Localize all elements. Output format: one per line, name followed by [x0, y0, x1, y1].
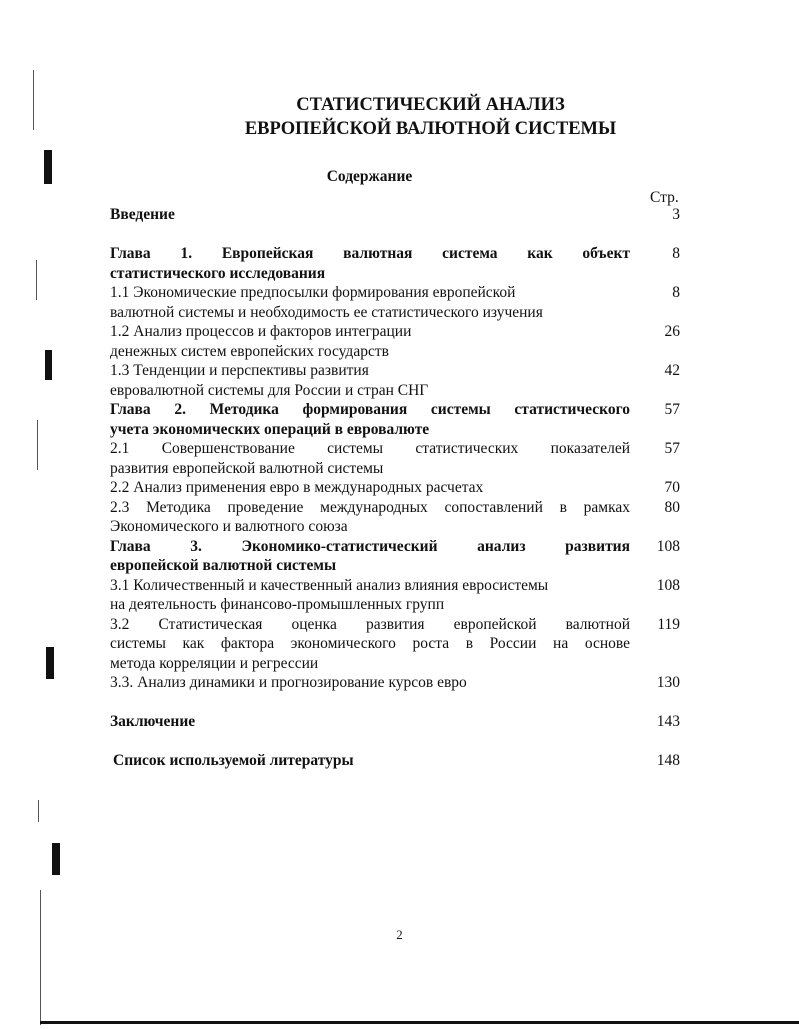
- scan-mark: [46, 647, 54, 679]
- scan-edge-line: [37, 420, 38, 470]
- page-number: 2: [396, 928, 403, 942]
- title-line-1: СТАТИСТИЧЕСКИЙ АНАЛИЗ: [296, 95, 565, 115]
- table-of-contents: [110, 205, 690, 771]
- toc-entry-3-2: 3.2 Статистическая оценка развития европейской валютной системы как фактора экономического роста в России на основе метода корреляции и регрессии 119: [110, 615, 680, 672]
- toc-entry-1-1: 1.1 Экономические предпосылки формирования европейской валютной системы и необходимость ее статистического изучения 8: [110, 284, 680, 321]
- toc-entry-bibliography: Список используемой литературы 148: [113, 752, 680, 769]
- toc-entry-2-1: 2.1 Совершенствование системы статистических показателей развития европейской валютной системы 57: [110, 440, 680, 477]
- scan-mark: [52, 843, 60, 875]
- scan-edge-line: [36, 260, 37, 300]
- toc-entry-conclusion: Заключение 143: [110, 713, 680, 730]
- scan-edge-line: [38, 800, 39, 822]
- toc-entry-chapter-2: Глава 2. Методика формирования системы статистического учета экономических операций в евровалюте 57: [110, 401, 680, 438]
- title-line-2: ЕВРОПЕЙСКОЙ ВАЛЮТНОЙ СИСТЕМЫ: [244, 119, 617, 139]
- toc-entry-chapter-1: Глава 1. Европейская валютная система как объект статистического исследования 8: [110, 245, 680, 282]
- toc-entry-3-3: 3.3. Анализ динамики и прогнозирование курсов евро 130: [110, 674, 680, 691]
- scan-bottom-edge: [40, 1021, 799, 1024]
- scan-edge-line: [40, 890, 41, 1025]
- toc-entry-intro: Введение 3: [110, 206, 680, 223]
- toc-entry-2-2: 2.2 Анализ применения евро в международных расчетах 70: [110, 479, 680, 496]
- contents-heading: Содержание: [326, 168, 413, 185]
- scan-mark: [45, 350, 52, 380]
- toc-entry-2-3: 2.3 Методика проведение международных сопоставлений в рамках Экономического и валютного союза 80: [110, 498, 680, 535]
- toc-entry-3-1: 3.1 Количественный и качественный анализ влияния евросистемы на деятельность финансово-промышленных групп 108: [110, 576, 680, 613]
- toc-entry-1-2: 1.2 Анализ процессов и факторов интеграции денежных систем европейских государств 26: [110, 323, 680, 360]
- page-column-heading: Стр.: [650, 189, 679, 206]
- toc-entry-1-3: 1.3 Тенденции и перспективы развития евровалютной системы для России и стран СНГ 42: [110, 362, 680, 399]
- toc-entry-chapter-3: Глава 3. Экономико-статистический анализ развития европейской валютной системы 108: [110, 537, 680, 574]
- document-title: [0, 93, 799, 141]
